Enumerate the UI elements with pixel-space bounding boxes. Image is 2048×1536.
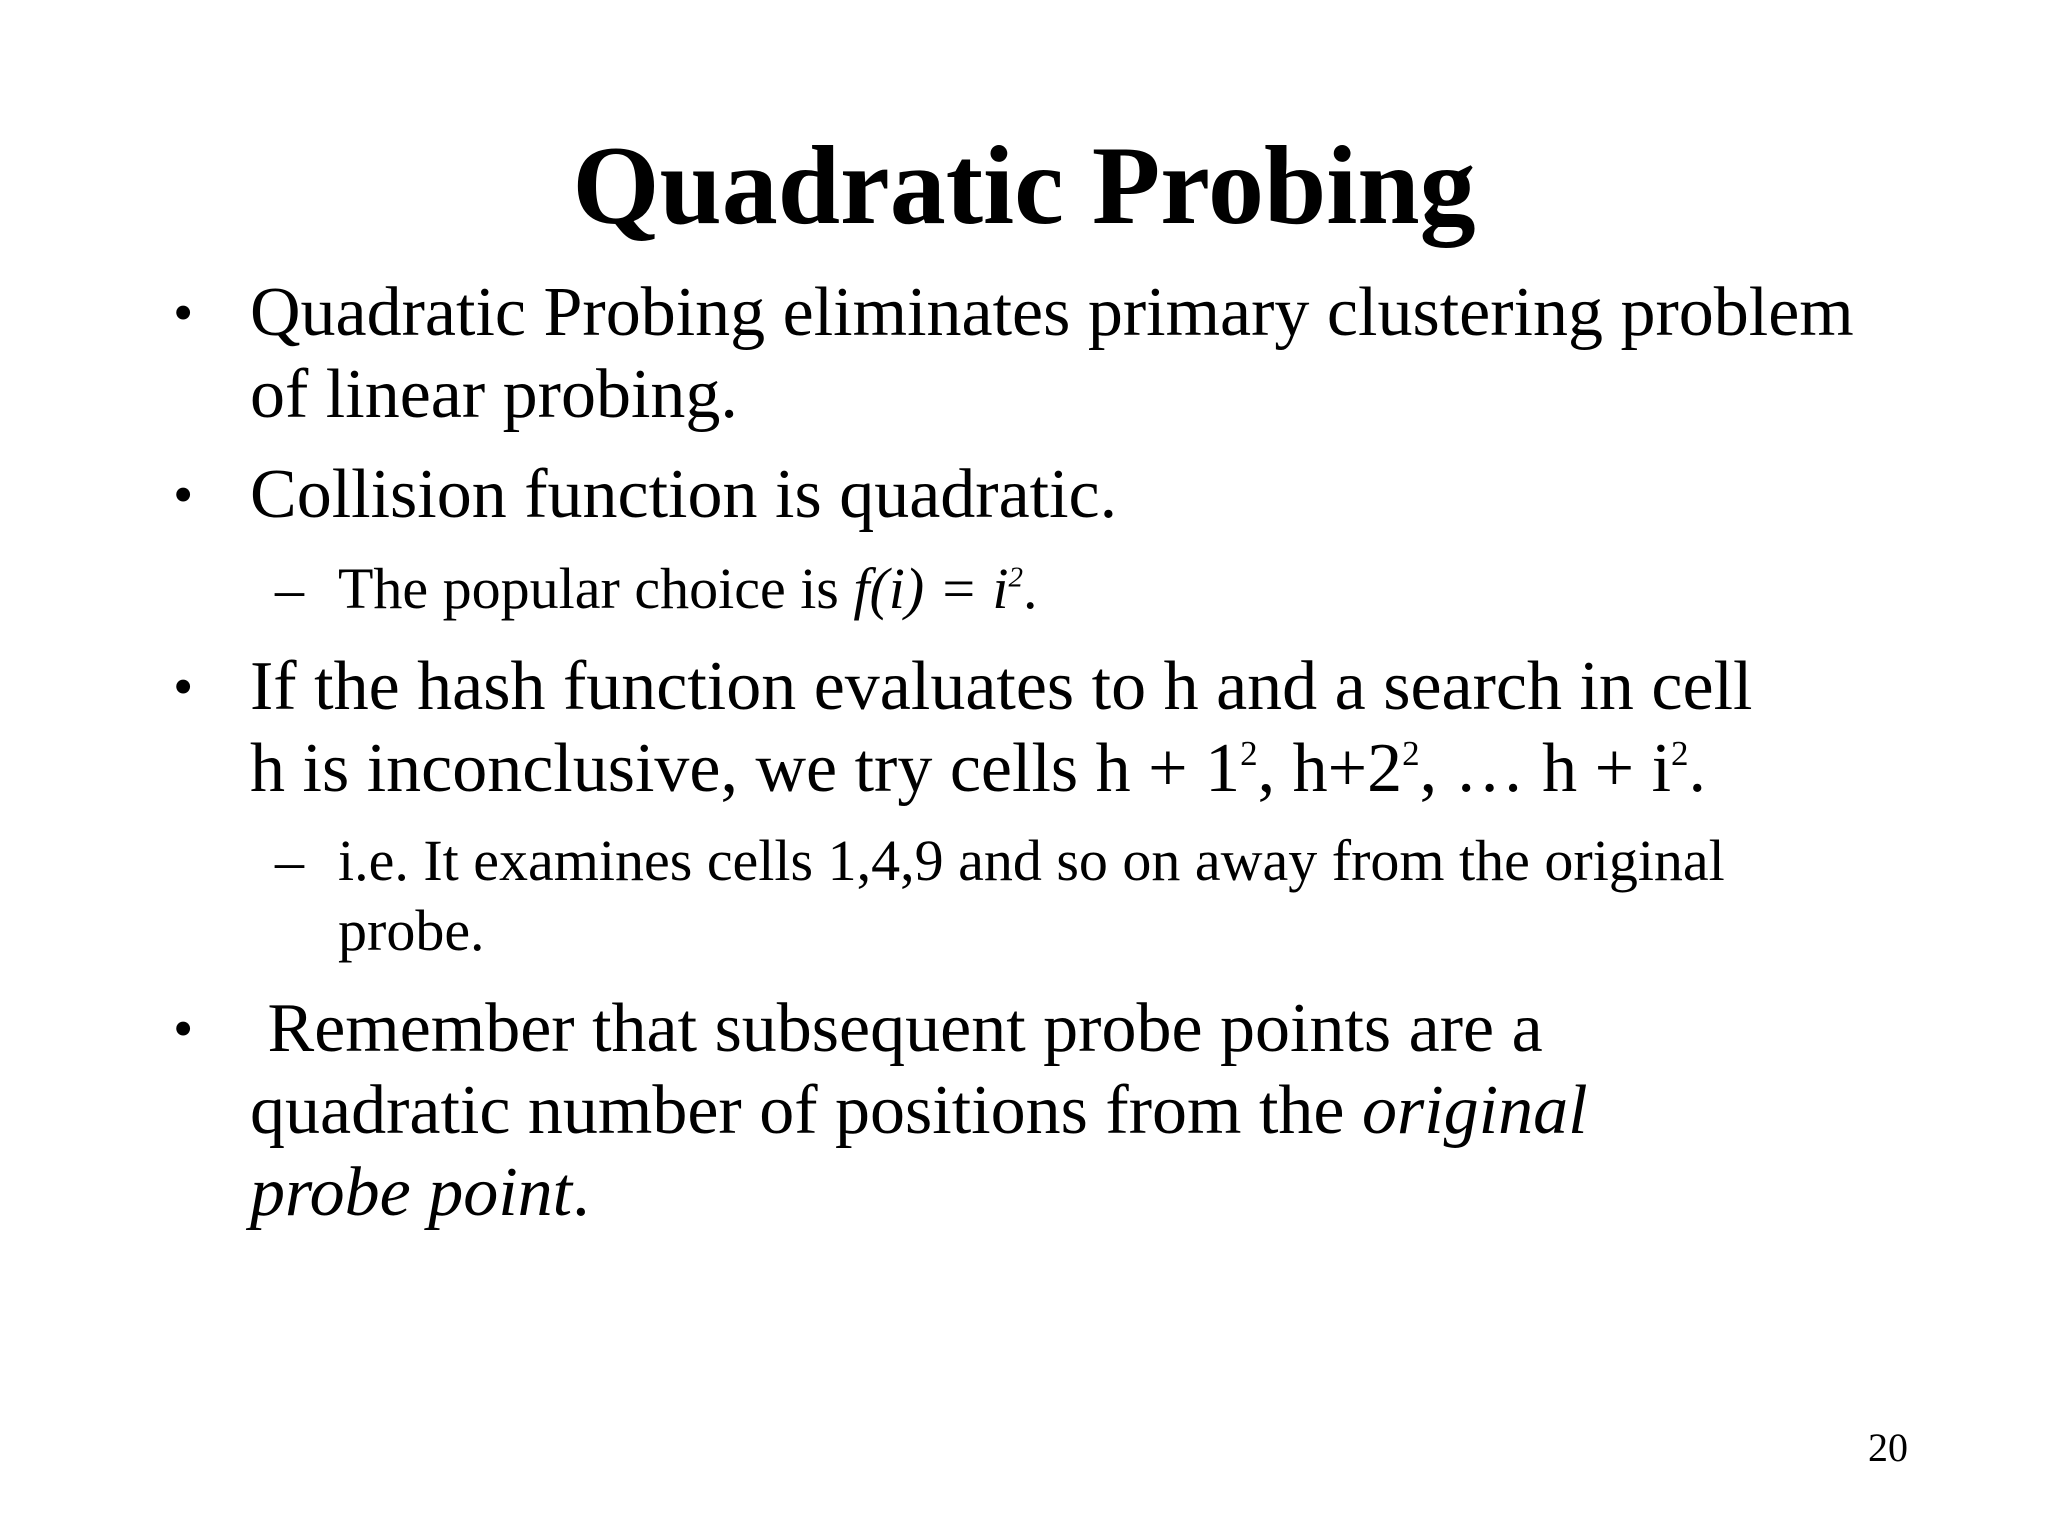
exponent: 2 <box>1671 733 1689 773</box>
exponent: 2 <box>1240 733 1258 773</box>
text-fragment: . <box>1688 730 1707 807</box>
bullet-text <box>250 988 1750 1234</box>
text-fragment: . <box>1023 556 1038 621</box>
text-fragment: h is inconclusive, we try cells h + 1 <box>250 730 1241 807</box>
dash-marker: – <box>275 828 304 893</box>
bullet-marker: • <box>173 462 194 527</box>
text-fragment: The popular choice is <box>338 556 854 621</box>
bullet-text: Collision function is quadratic. <box>250 456 1118 533</box>
text-line <box>250 728 1933 810</box>
bullet-item <box>173 454 1933 536</box>
sub-bullet-item <box>275 826 1875 966</box>
bullet-text <box>250 646 1933 810</box>
formula-text: f(i) = i <box>853 556 1009 621</box>
text-fragment: , h+2 <box>1257 730 1403 807</box>
text-fragment: , … h + i <box>1419 730 1672 807</box>
sub-bullet-text: i.e. It examines cells 1,4,9 and so on away from the original probe. <box>338 828 1725 963</box>
bullet-item <box>173 272 1933 436</box>
formula <box>853 556 1023 621</box>
bullet-text: Quadratic Probing eliminates primary clustering problem of linear probing. <box>250 274 1854 433</box>
text-line: If the hash function evaluates to h and a search in cell <box>250 648 1753 725</box>
sub-bullet-text <box>338 554 1875 624</box>
dash-marker: – <box>275 556 304 621</box>
exponent: 2 <box>1008 561 1023 594</box>
bullet-marker: • <box>173 654 194 719</box>
bullet-item <box>173 988 1933 1234</box>
slide-title: Quadratic Probing <box>572 124 1476 248</box>
bullet-item <box>173 646 1933 810</box>
sub-bullet-item <box>275 554 1875 624</box>
italic-text: original probe point <box>250 1072 1606 1231</box>
exponent: 2 <box>1402 733 1420 773</box>
bullet-marker: • <box>173 280 194 345</box>
page-number: 20 <box>1868 1425 1908 1470</box>
text-fragment: . <box>572 1154 590 1231</box>
bullet-marker: • <box>173 996 194 1061</box>
text-fragment: Remember that subsequent probe points are a quadratic number of positions from the <box>250 990 1561 1149</box>
